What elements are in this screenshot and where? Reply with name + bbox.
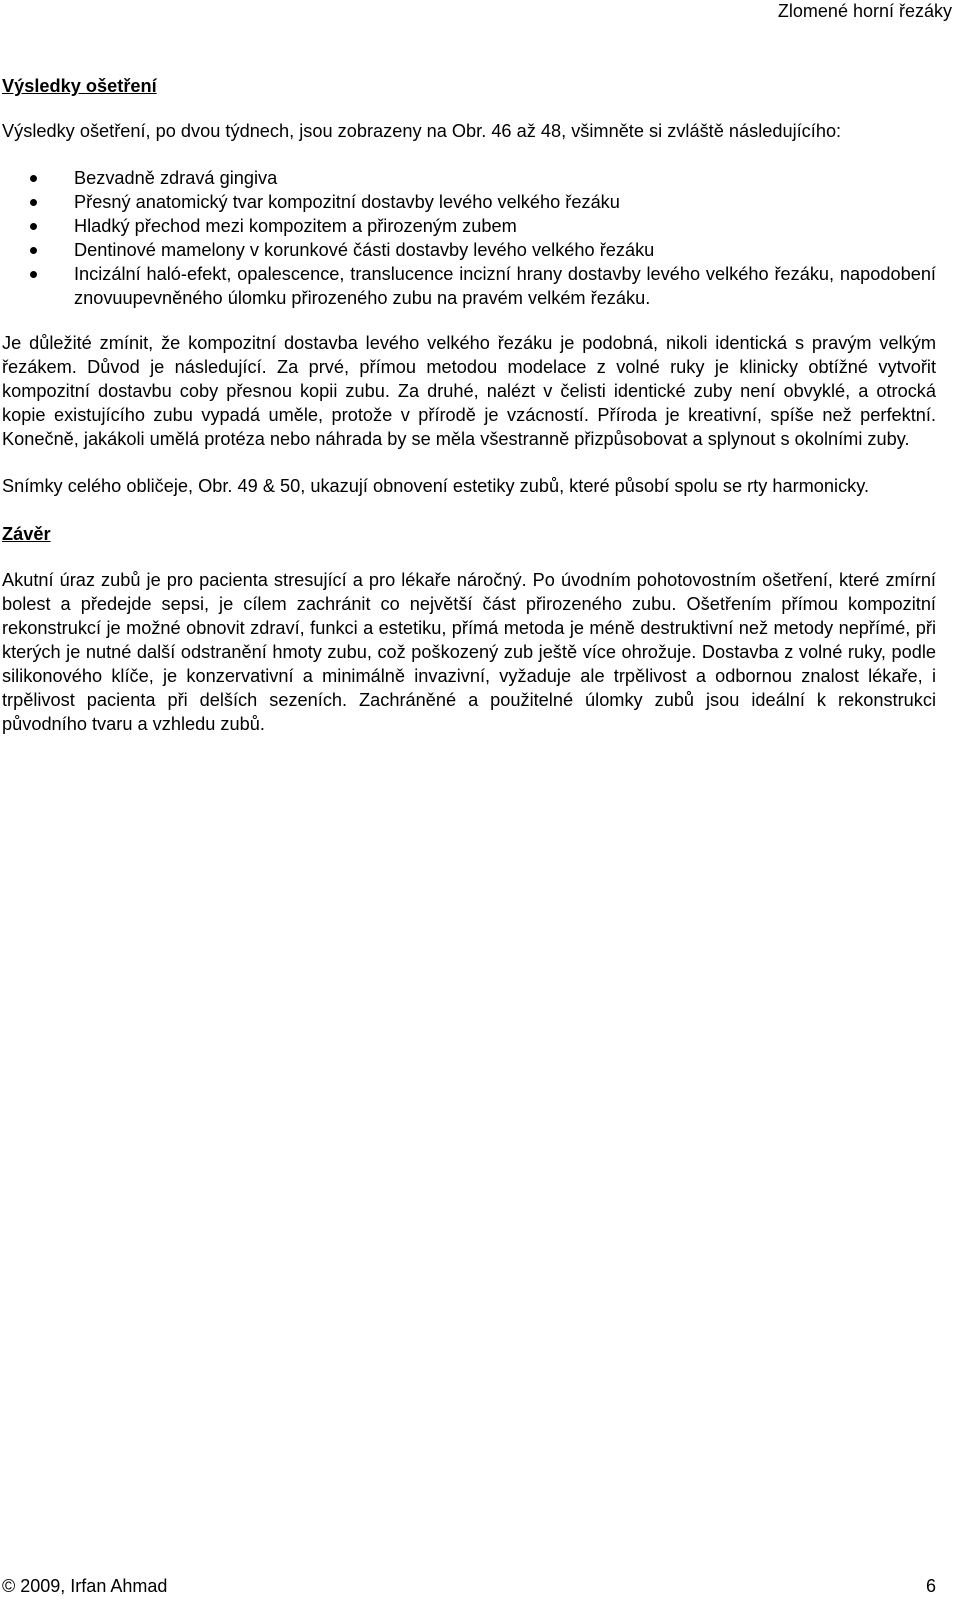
page-footer: [2, 1575, 936, 1597]
bullet-icon: [30, 223, 37, 230]
list-item-text: Incizální haló-efekt, opalescence, translucence incizní hrany dostavby levého velkého řezáku, napodobení znovuupevněného úlomku přirozeného zubu na pravém velkém řezáku.: [74, 264, 936, 308]
results-intro-paragraph: Výsledky ošetření, po dvou týdnech, jsou zobrazeny na Obr. 46 až 48, všimněte si zvláště následujícího:: [2, 121, 842, 141]
running-header: Zlomené horní řezáky: [777, 1, 952, 21]
list-item-text: Hladký přechod mezi kompozitem a přirozeným zubem: [74, 216, 517, 236]
list-item: [74, 166, 936, 190]
list-item: [74, 262, 936, 310]
list-item-text: Bezvadně zdravá gingiva: [74, 168, 278, 188]
bullet-icon: [30, 199, 37, 206]
bullet-icon: [30, 247, 37, 254]
list-item-text: Dentinové mamelony v korunkové části dostavby levého velkého řezáku: [74, 240, 655, 260]
list-item: [74, 238, 936, 262]
copyright-text: © 2009, Irfan Ahmad: [2, 1576, 168, 1596]
list-item: [74, 214, 936, 238]
section-heading-conclusion: Závěr: [2, 524, 51, 544]
section-heading-results: Výsledky ošetření: [2, 76, 157, 96]
face-photos-paragraph: Snímky celého obličeje, Obr. 49 & 50, ukazují obnovení estetiky zubů, které působí spolu se rty harmonicky.: [2, 476, 870, 496]
bullet-icon: [30, 175, 37, 182]
conclusion-paragraph: Akutní úraz zubů je pro pacienta stresující a pro lékaře náročný. Po úvodním pohotovostním ošetření, které zmírní bolest a předejde sepsi, je cílem zachránit co největší část přirozeného zubu. Ošetřením přímou kompozitní rekonstrukcí je možné obnovit zdraví, funkci a estetiku, přímá metoda je méně destruktivní než metody nepřímé, při kterých je nutné další odstranění hmoty zubu, což poškozený zub ještě více ohrožuje. Dostavba z volné ruky, podle silikonového klíče, je konzervativní a minimálně invazivní, vyžaduje ale trpělivost a odbornou znalost lékaře, i trpělivost pacienta při delších sezeních. Zachráněné a použitelné úlomky zubů jsou ideální k rekonstrukci původního tvaru a vzhledu zubů.: [2, 570, 936, 734]
list-item-text: Přesný anatomický tvar kompozitní dostavby levého velkého řezáku: [74, 192, 620, 212]
page-number: 6: [925, 1576, 936, 1596]
results-bullet-list: [2, 166, 936, 310]
bullet-icon: [30, 271, 37, 278]
comparison-paragraph: Je důležité zmínit, že kompozitní dostavba levého velkého řezáku je podobná, nikoli identická s pravým velkým řezákem. Důvod je následující. Za prvé, přímou metodou modelace z volné ruky je klinicky obtížné vytvořit kompozitní dostavbu coby přesnou kopii zubu. Za druhé, nalézt v čelisti identické zuby není obvyklé, a otrocká kopie existujícího zubu vypadá uměle, protože v přírodě je vzácností. Příroda je kreativní, spíše než perfektní. Konečně, jakákoli umělá protéza nebo náhrada by se měla všestranně přizpůsobovat a splynout s okolními zuby.: [2, 333, 936, 449]
list-item: [74, 190, 936, 214]
document-body: [2, 74, 936, 736]
